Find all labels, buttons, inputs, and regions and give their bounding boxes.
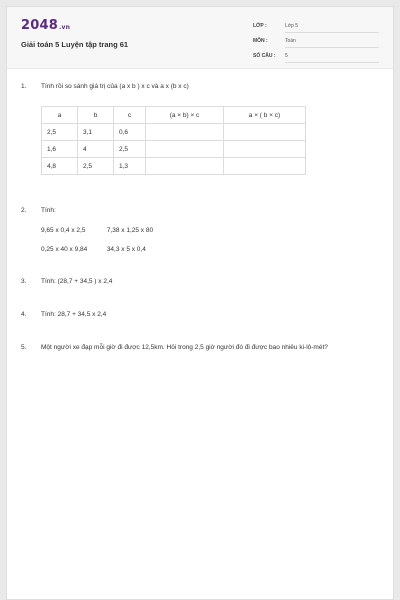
table-header-cell: a [42, 107, 78, 124]
question-5-number: 5. [21, 344, 27, 351]
question-5-text: Một người xe đạp mỗi giờ đi được 12,5km. Hỏi trong 2,5 giờ người đó đi được bao nhiêu ki-lô-mét? [41, 344, 328, 351]
table-cell: 4 [78, 141, 114, 158]
meta-class-value: Lớp 5 [285, 23, 379, 33]
comparison-table [41, 106, 306, 175]
meta-subject [253, 35, 379, 49]
worksheet [6, 6, 394, 600]
table-cell: 2,5 [114, 141, 146, 158]
question-4-text: Tính: 28,7 + 34,5 x 2,4 [41, 311, 107, 318]
expression: 9,65 x 0,4 x 2,5 [41, 227, 86, 234]
table-cell: 1,3 [114, 158, 146, 175]
question-1-text: Tính rồi so sánh giá trị của (a x b ) x c và a x (b x c) [41, 83, 189, 90]
table-cell [146, 158, 224, 175]
table-cell [146, 141, 224, 158]
page-title: Giải toán 5 Luyện tập trang 61 [21, 40, 129, 49]
table-row [42, 141, 306, 158]
expression: 34,3 x 5 x 0,4 [106, 246, 146, 253]
worksheet-header [7, 7, 393, 69]
meta-class-label: LỚP : [253, 23, 267, 29]
meta-count [253, 50, 379, 64]
expression: 7,38 x 1,25 x 80 [106, 227, 154, 234]
table-cell: 2,5 [78, 158, 114, 175]
question-2-text: Tính: [41, 207, 56, 214]
meta-count-label: SỐ CÂU : [253, 53, 276, 59]
table-header-row [42, 107, 306, 124]
meta-subject-value: Toán [285, 38, 379, 48]
expression: 0,25 x 40 x 9,84 [41, 246, 88, 253]
question-2-line [41, 246, 146, 253]
table-header-cell: a × ( b × c) [224, 107, 306, 124]
meta-subject-label: MÔN : [253, 38, 268, 44]
table-cell: 0,6 [114, 124, 146, 141]
table-row [42, 124, 306, 141]
question-2-number: 2. [21, 207, 27, 214]
table-header-cell: b [78, 107, 114, 124]
question-2-line [41, 227, 153, 234]
question-1-number: 1. [21, 83, 27, 90]
question-4-number: 4. [21, 311, 27, 318]
logo-suffix: .vn [58, 24, 71, 31]
question-3-number: 3. [21, 278, 27, 285]
meta-class [253, 20, 379, 34]
table-cell: 4,8 [42, 158, 78, 175]
table-cell [224, 124, 306, 141]
question-3-text: Tính: (28,7 + 34,5 ) x 2,4 [41, 278, 113, 285]
table-cell [146, 124, 224, 141]
table-cell [224, 158, 306, 175]
table-row [42, 158, 306, 175]
table-header-cell: c [114, 107, 146, 124]
table-cell: 1,6 [42, 141, 78, 158]
site-logo[interactable] [21, 18, 70, 33]
table-cell: 2,5 [42, 124, 78, 141]
table-cell [224, 141, 306, 158]
table-header-cell: (a × b) × c [146, 107, 224, 124]
meta-count-value: 5 [285, 53, 379, 63]
logo-text: 2048 [21, 18, 58, 33]
table-cell: 3,1 [78, 124, 114, 141]
